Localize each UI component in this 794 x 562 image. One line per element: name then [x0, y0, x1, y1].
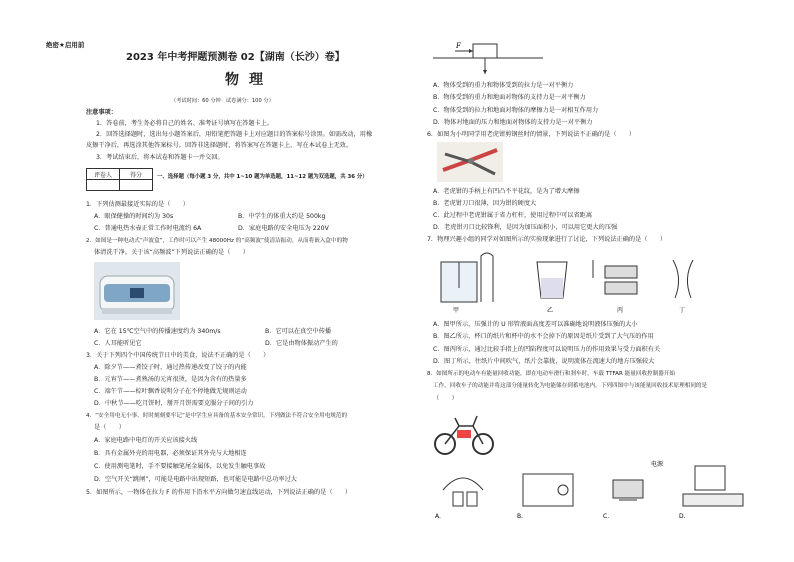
notes-heading: 注意事项： [86, 109, 117, 116]
score-table-score: 得分 [120, 169, 153, 180]
option-line: D．老虎钳刃口比较锋利，是因为加压面积小，可以用它更大的压强 [433, 224, 618, 231]
option-line: A．家庭电路中电灯的开关应该接火线 [94, 437, 198, 444]
option-line: B．图乙所示，杯口的纸片和杯中的水不会掉下的原因是纸片受到了大气压的作用 [433, 333, 654, 340]
question-line: 4．“安全用电无小事，时时刻刻要牢记”是中学生应具备的基本安全常识。下列做法不符合安全用电规范的 [86, 413, 348, 419]
exam-meta: （考试时间：60 分钟 试卷满分：100 分） [171, 98, 274, 104]
question-line: 2．如图是一种电动式“声波盒”，工作时可以产生 48000Hz 的“高频波”使清洁振动，从而将嵌入盒中的物 [86, 238, 348, 244]
figure-label-ding: 丁 [679, 307, 686, 314]
option-line: D．物体对地面的压力和地面对物体的支持力是一对平衡力 [433, 119, 593, 126]
option-line: A．它在 15℃空气中的传播速度约为 340m/s [94, 328, 221, 335]
ebike-figure [433, 412, 495, 456]
question-line: 6．如图为小明同学用老虎钳剪钢丝时的情景，下列说法不正确的是（ ） [427, 131, 636, 138]
figure-label-yi: 乙 [547, 307, 554, 314]
subject-title: 物理 [225, 72, 273, 88]
option-line: C．人耳能听见它 [94, 340, 142, 347]
question-line: 体清洗干净。关于该“高频波”下列说法正确的是（ ） [94, 249, 249, 256]
option-line: B．老虎钳刀口很薄，因为钳的硬度大 [433, 200, 537, 207]
option-line: A．物体受到的重力和物体受到的拉力是一对平衡力 [433, 82, 574, 89]
sonic-box-figure [94, 262, 180, 320]
generator-options-figure [433, 460, 783, 520]
option-line: A．图甲所示，压强计的 U 形管液面高度差可以准确地说明液体压强的大小 [433, 321, 638, 328]
question-line: 5．如图所示，一物体在拉力 F 的作用下沿水平方向做匀速直线运动，下列说法正确的是（ ） [86, 489, 352, 496]
score-table-cell [120, 180, 153, 191]
block-force-figure [433, 38, 543, 80]
force-label: F [456, 42, 461, 50]
question-line: 7．物理兴趣小组的同学对如图所示的实验现象进行了讨论，下列说法正确的是（ ） [427, 236, 667, 243]
option-line: D．家庭电路的安全电压为 220V [238, 225, 329, 232]
question-line: 8．如图所示的电动车有能量回收功能，即在电动车滑行和刹车时，车载 TTFAR 能量回收控制器开始 [427, 371, 676, 377]
section-heading: 一、选择题（每小题 3 分，共中 1~10 题为单选题，11~12 题为双选题，共 36 分） [157, 174, 368, 180]
option-label-c: C. [603, 513, 610, 520]
option-line: D．它是由物体振动产生的 [265, 340, 338, 347]
option-line: B．它可以在真空中传播 [265, 328, 332, 335]
option-line: B．元宵节——煮熟汤的元宵很烫，是因为含有的热量多 [94, 376, 247, 383]
option-line: C．使用测电笔时，手不要接触笔尾金属体，以免发生触电事故 [94, 463, 266, 470]
score-table [86, 168, 153, 191]
option-line: B．中学生的体重大约是 500kg [238, 213, 326, 220]
pressure-experiments-figure [437, 248, 722, 314]
option-line: A．老虎钳的手柄上有凹凸不平花纹，是为了增大摩擦 [433, 188, 580, 195]
question-line: 是（ ） [94, 424, 125, 431]
option-line: A．除夕节——煮饺子时，通过热传递改变了饺子的内能 [94, 364, 247, 371]
question-line: 3．关于下列四个中国传统节日中的美食，说法不正确的是（ ） [86, 352, 270, 359]
note-item: 3．考试结束后，将本试卷和答题卡一并交回。 [96, 154, 224, 161]
battery-label: 电源 [651, 461, 664, 468]
option-line: D．中秋节——吃月饼时，掰开月饼需要克服分子间的引力 [94, 400, 254, 407]
option-label-d: D. [679, 513, 686, 520]
option-label-b: B. [517, 513, 524, 520]
option-label-a: A. [435, 513, 441, 520]
figure-label-jia: 甲 [453, 307, 460, 314]
question-line: 1．下列估测最接近实际的是（ ） [86, 201, 189, 208]
option-line: B．物体受到的重力和地面对物体的支持力是一对平衡力 [433, 94, 586, 101]
note-item: 皮擦干净后，再选涂其他答案标号。回答非选择题时，将答案写在答题卡上，写在本试卷上无效。 [86, 142, 353, 149]
score-table-grader: 评卷人 [87, 169, 120, 180]
pliers-figure [437, 142, 503, 182]
option-line: C．端午节——棕叶飘香说明分子在不停地做无规则运动 [94, 388, 247, 395]
option-line: B．具有金属外壳的用电器，必须保证其外壳与大地相连 [94, 450, 247, 457]
score-table-cell [87, 180, 120, 191]
exam-title: 2023 年中考押题预测卷 02【湖南（长沙）卷】 [126, 52, 345, 63]
option-line: A．眼保健操的时间约为 30s [94, 213, 174, 220]
option-line: C．物体受到的拉力和地面对物体的摩擦力是一对相互作用力 [433, 107, 599, 114]
option-line: D．图丁所示，往纸片中间吹气，纸片会靠拢，说明流体在流速大的地方压强较大 [433, 358, 655, 365]
note-item: 1．答卷前，考生务必将自己的姓名、准考证号填写在答题卡上。 [96, 120, 274, 127]
question-line: 工作，回收车子的动能并将这部分能量转化为电能储存到蓄电池内。下列四图中与该能量回收技术原理相同的是 [433, 383, 708, 389]
note-item: 2．回答选择题时，选出每小题答案后，用铅笔把答题卡上对应题目的答案标号涂黑。如需改动，用橡 [96, 131, 373, 138]
option-line: D．空气开关“跳闸”，可能是电路中出现短路，也可能是电路中总功率过大 [94, 476, 297, 483]
option-line: C．图丙所示，通过比较手指上的凹陷程度可以说明压力的作用效果与受力面积有关 [433, 346, 661, 353]
figure-label-bing: 丙 [617, 307, 624, 314]
secret-label: 绝密★启用前 [46, 41, 85, 49]
option-line: C．此过程中老虎钳属于省力杠杆，使用过程中可以省距离 [433, 212, 593, 219]
question-line: （ ） [433, 395, 458, 402]
option-line: C．普通电热水壶正常工作时电流约 6A [94, 225, 202, 232]
